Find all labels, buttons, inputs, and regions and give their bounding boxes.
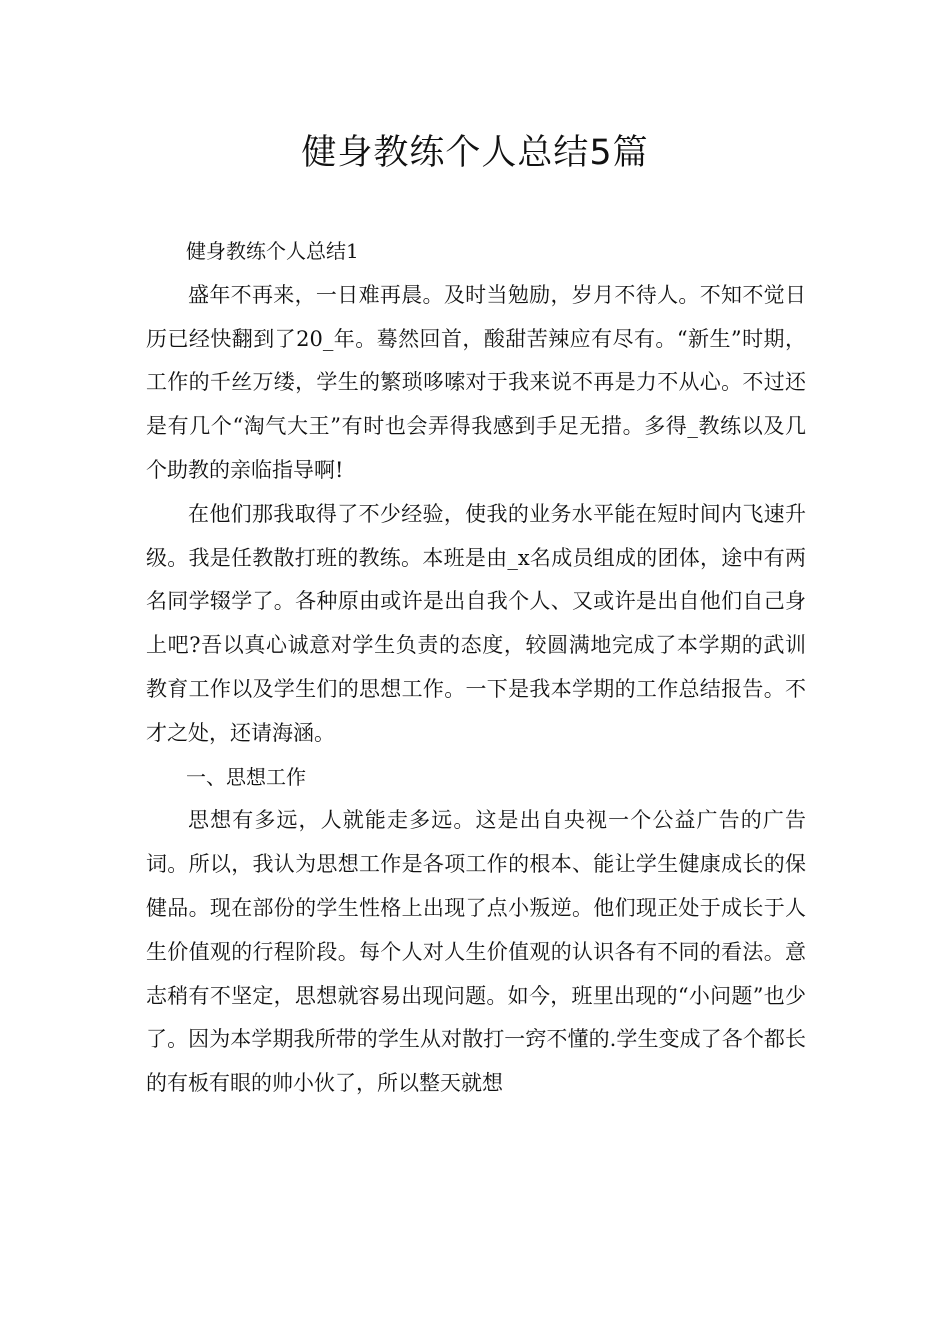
- document-title: 健身教练个人总结5篇: [301, 133, 649, 173]
- subheading-ideology-work: 一、思想工作: [186, 764, 306, 789]
- paragraph-2: 在他们那我取得了不少经验，使我的业务水平能在短时间内飞速升级。我是任教散打班的教练。本班是由_x名成员组成的团体，途中有两名同学辍学了。各种原由或许是出自我个人、又或许是出自他们自己身上吧?吾以真心诚意对学生负责的态度，较圆满地完成了本学期的武训教育工作以及学生们的思想工作。一下是我本学期的工作总结报告。不才之处，还请海涵。: [146, 501, 806, 745]
- paragraph-1: 盛年不再来，一日难再晨。及时当勉励，岁月不待人。不知不觉日历已经快翻到了20_年。蓦然回首，酸甜苦辣应有尽有。“新生”时期，工作的千丝万缕，学生的繁琐哆嗦对于我来说不再是力不从心。不过还是有几个“淘气大王”有时也会弄得我感到手足无措。多得_教练以及几个助教的亲临指导啊!: [146, 282, 806, 482]
- section-title: 健身教练个人总结1: [186, 239, 359, 263]
- document-body: [146, 230, 806, 1106]
- paragraph-3: 思想有多远，人就能走多远。这是出自央视一个公益广告的广告词。所以，我认为思想工作是各项工作的根本、能让学生健康成长的保健品。现在部份的学生性格上出现了点小叛逆。他们现正处于成长于人生价值观的行程阶段。每个人对人生价值观的认识各有不同的看法。意志稍有不坚定，思想就容易出现问题。如今，班里出现的“小问题”也少了。因为本学期我所带的学生从对散打一窍不懂的.学生变成了各个都长的有板有眼的帅小伙了，所以整天就想: [146, 808, 806, 1096]
